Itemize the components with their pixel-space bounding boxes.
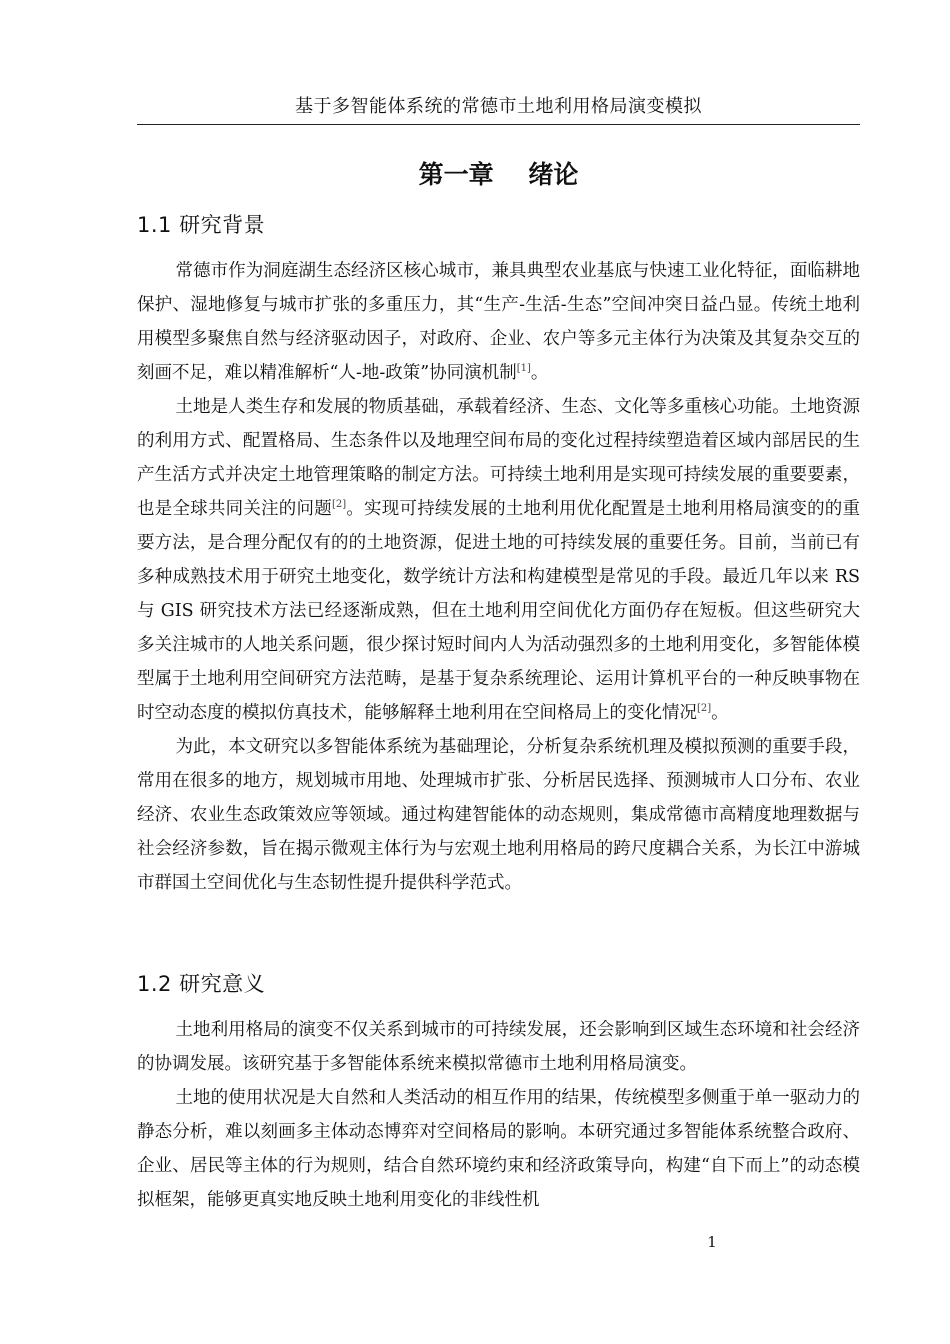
citation[interactable]: [1] — [516, 363, 531, 374]
paragraph-text: 。 — [530, 363, 549, 383]
page-number: 1 — [707, 1233, 717, 1251]
running-header: 基于多智能体系统的常德市土地利用格局演变模拟 — [295, 96, 702, 117]
section-body-background — [137, 254, 860, 900]
section-heading-background: 1.1 研究背景 — [137, 213, 266, 237]
paragraph-text: 常德市作为洞庭湖生态经济区核心城市，兼具典型农业基底与快速工业化特征，面临耕地保护、湿地修复与城市扩张的多重压力，其“生产-生活-生态”空间冲突日益凸显。传统土地利用模型多聚焦自然与经济驱动因子，对政府、企业、农户等多元主体行为决策及其复杂交互的刻画不足，难以精准解析“人-地-政策”协同演机制 — [137, 261, 860, 383]
paragraph-text: 土地是人类生存和发展的物质基础，承载着经济、生态、文化等多重核心功能。土地资源的利用方式、配置格局、生态条件以及地理空间布局的变化过程持续塑造着区域内部居民的生产生活方式并决定土地管理策略的制定方法。可持续土地利用是实现可持续发展的重要要素，也是全球共同关注的问题 — [137, 397, 860, 519]
section-body-significance — [137, 1013, 860, 1217]
paragraph — [137, 254, 860, 390]
citation[interactable]: [2] — [697, 703, 712, 714]
citation[interactable]: [2] — [331, 499, 347, 510]
paragraph-text: 。 — [711, 703, 729, 723]
paragraph — [137, 1081, 860, 1217]
page-number-wrap — [0, 1232, 860, 1252]
paragraph-text: 土地利用格局的演变不仅关系到城市的可持续发展，还会影响到区域生态环境和社会经济的协调发展。该研究基于多智能体系统来模拟常德市土地利用格局演变。 — [137, 1020, 860, 1074]
chapter-title: 第一章 绪论 — [418, 160, 579, 189]
section-heading-significance: 1.2 研究意义 — [137, 972, 266, 996]
paragraph-text: 。实现可持续发展的土地利用优化配置是土地利用格局演变的的重要方法，是合理分配仅有的的土地资源，促进土地的可持续发展的重要任务。目前，当前已有多种成熟技术用于研究土地变化，数学统计方法和构建模型是常见的手段。最近几年以来 RS 与 GIS 研究技术方法已经逐渐成熟，但在土地利用空间优化方面仍存在短板。但这些研究大多关注城市的人地关系问题，很少探讨短时间内人为活动强烈多的土地利用变化，多智能体模型属于土地利用空间研究方法范畴，是基于复杂系统理论、运用计算机平台的一种反映事物在时空动态度的模拟仿真技术，能够解释土地利用在空间格局上的变化情况 — [137, 499, 861, 723]
paragraph — [137, 390, 860, 730]
header-rule — [137, 124, 860, 125]
paragraph — [137, 1013, 860, 1081]
paragraph-text: 土地的使用状况是大自然和人类活动的相互作用的结果，传统模型多侧重于单一驱动力的静态分析，难以刻画多主体动态博弈对空间格局的影响。本研究通过多智能体系统整合政府、企业、居民等主体的行为规则，结合自然环境约束和经济政策导向，构建“自下而上”的动态模拟框架，能够更真实地反映土地利用变化的非线性机 — [137, 1088, 860, 1210]
paragraph — [137, 730, 860, 900]
paragraph-text: 为此，本文研究以多智能体系统为基础理论，分析复杂系统机理及模拟预测的重要手段，常用在很多的地方，规划城市用地、处理城市扩张、分析居民选择、预测城市人口分布、农业经济、农业生态政策效应等领域。通过构建智能体的动态规则，集成常德市高精度地理数据与社会经济参数，旨在揭示微观主体行为与宏观土地利用格局的跨尺度耦合关系，为长江中游城市群国土空间优化与生态韧性提升提供科学范式。 — [137, 737, 860, 893]
